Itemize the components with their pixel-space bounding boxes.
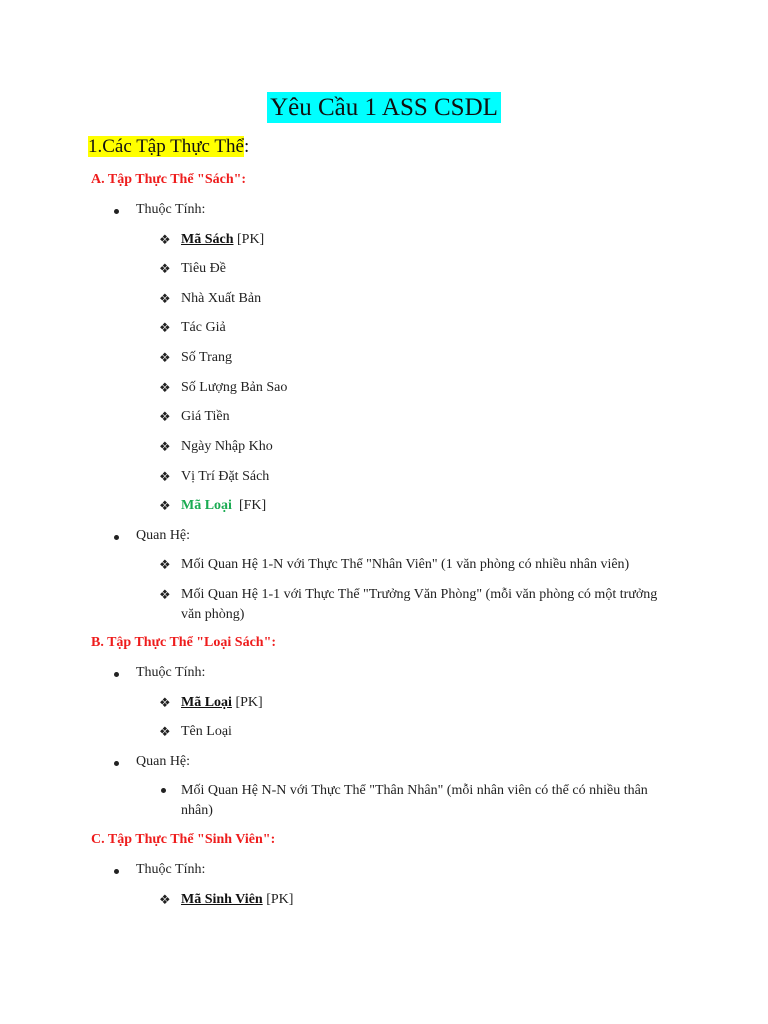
primary-key-name: Mã Loại [181, 695, 232, 710]
key-suffix: [PK] [233, 232, 265, 247]
diamond-bullet-icon: ❖ [159, 469, 171, 484]
bullet-dot-icon [114, 869, 119, 874]
key-suffix: [PK] [262, 892, 294, 907]
relations-label: Quan Hệ: [136, 528, 191, 543]
bullet-dot-icon [114, 672, 119, 677]
primary-key-name: Mã Sinh Viên [181, 892, 263, 907]
section-a-title: A. Tập Thực Thể "Sách": [91, 172, 247, 187]
attributes-label: Thuộc Tính: [136, 862, 206, 877]
bullet-dot-icon [114, 761, 119, 766]
heading-suffix: : [243, 136, 250, 157]
diamond-bullet-icon: ❖ [159, 587, 171, 602]
diamond-bullet-icon: ❖ [159, 557, 171, 572]
attribute-name: Tác Giả [181, 320, 226, 335]
attribute-name: Tiêu Đề [181, 261, 226, 276]
section-c-title: C. Tập Thực Thể "Sinh Viên": [91, 832, 276, 847]
diamond-bullet-icon: ❖ [159, 409, 171, 424]
diamond-bullet-icon: ❖ [159, 380, 171, 395]
section-b-title: B. Tập Thực Thể "Loại Sách": [91, 635, 277, 650]
bullet-dot-icon [114, 535, 119, 540]
document-title: Yêu Cầu 1 ASS CSDL [267, 92, 501, 123]
attribute-name: Số Trang [181, 350, 232, 365]
key-suffix: [PK] [231, 695, 263, 710]
primary-key-name: Mã Sách [181, 232, 234, 247]
diamond-bullet-icon: ❖ [159, 232, 171, 247]
bullet-dot-icon [161, 788, 166, 793]
attribute-name: Nhà Xuất Bản [181, 291, 262, 306]
attribute-name: Tên Loại [181, 724, 232, 739]
bullet-dot-icon [114, 209, 119, 214]
diamond-bullet-icon: ❖ [159, 695, 171, 710]
attribute-name: Số Lượng Bản Sao [181, 380, 288, 395]
diamond-bullet-icon: ❖ [159, 892, 171, 907]
diamond-bullet-icon: ❖ [159, 320, 171, 335]
attribute-name: Ngày Nhập Kho [181, 439, 273, 454]
relation-text: Mối Quan Hệ 1-N với Thực Thể "Nhân Viên" (1 văn phòng có nhiều nhân viên) [181, 557, 630, 572]
foreign-key-name: Mã Loại [181, 498, 232, 513]
diamond-bullet-icon: ❖ [159, 724, 171, 739]
attribute-name: Vị Trí Đặt Sách [181, 469, 270, 484]
attribute-name: Giá Tiền [181, 409, 230, 424]
attributes-label: Thuộc Tính: [136, 202, 206, 217]
attributes-label: Thuộc Tính: [136, 665, 206, 680]
diamond-bullet-icon: ❖ [159, 439, 171, 454]
diamond-bullet-icon: ❖ [159, 261, 171, 276]
relations-label: Quan Hệ: [136, 754, 191, 769]
heading-entity-sets [88, 135, 249, 159]
diamond-bullet-icon: ❖ [159, 350, 171, 365]
title-wrapper [0, 92, 768, 123]
relation-text: Mối Quan Hệ 1-1 với Thực Thể "Trưởng Văn Phòng" (mỗi văn phòng có một trưởng văn phòng) [181, 587, 658, 622]
relation-text: Mối Quan Hệ N-N với Thực Thể "Thân Nhân" (mỗi nhân viên có thể có nhiều thân nhân) [181, 783, 648, 818]
heading-label: 1.Các Tập Thực Thể [88, 136, 244, 157]
diamond-bullet-icon: ❖ [159, 498, 171, 513]
key-suffix: [FK] [231, 498, 267, 513]
diamond-bullet-icon: ❖ [159, 291, 171, 306]
